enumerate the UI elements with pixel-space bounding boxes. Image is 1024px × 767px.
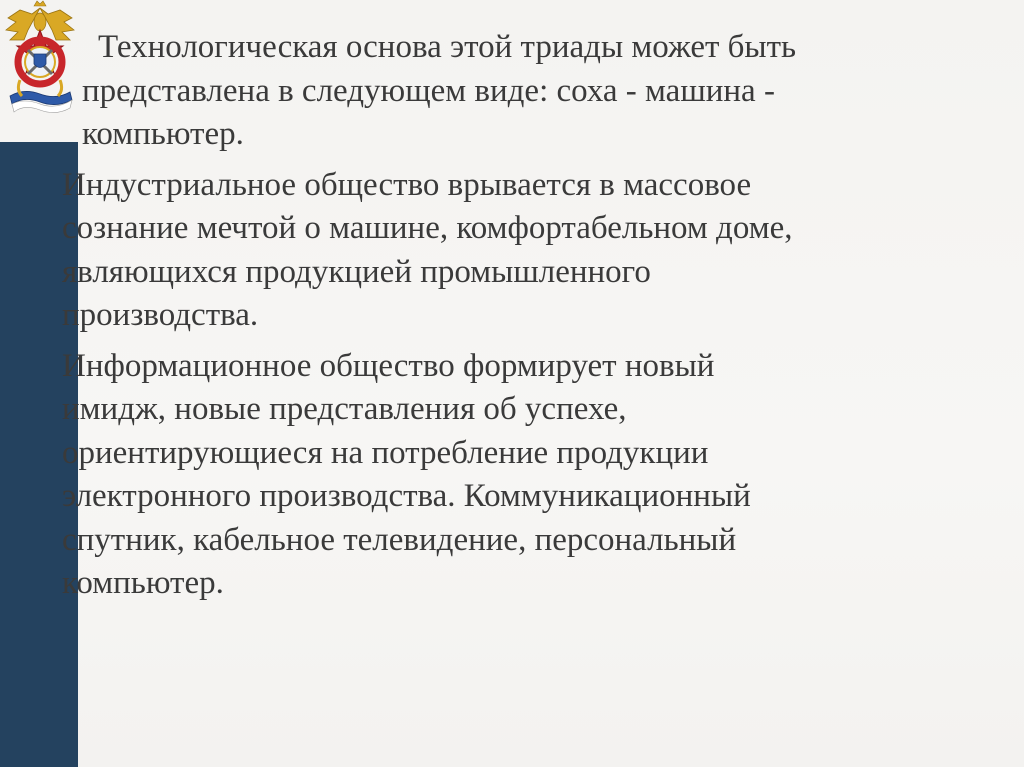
text-line: электронного производства. Коммуникационный <box>62 478 751 514</box>
text-line: компьютер. <box>82 116 244 152</box>
text-line: производства. <box>62 297 259 333</box>
text-line: Информационное общество формирует новый <box>62 347 715 384</box>
text-line: Индустриальное общество врывается в массовое <box>62 166 752 203</box>
text-line: сознание мечтой о машине, комфортабельном доме, <box>62 210 793 246</box>
paragraph-technological-basis <box>62 26 962 157</box>
text-line: компьютер. <box>62 565 224 601</box>
text-line: имидж, новые представления об успехе, <box>62 391 627 427</box>
text-line: представлена в следующем виде: соха - машина - <box>82 72 775 109</box>
text-line: являющихся продукцией промышленного <box>62 253 651 290</box>
paragraph-information-society <box>62 345 962 606</box>
text-line: ориентирующиеся на потребление продукции <box>62 434 709 471</box>
text-line: спутник, кабельное телевидение, персональный <box>62 521 737 558</box>
slide-body-text <box>62 26 962 613</box>
text-line: Технологическая основа этой триады может быть <box>98 29 797 65</box>
paragraph-industrial-society <box>62 164 962 338</box>
